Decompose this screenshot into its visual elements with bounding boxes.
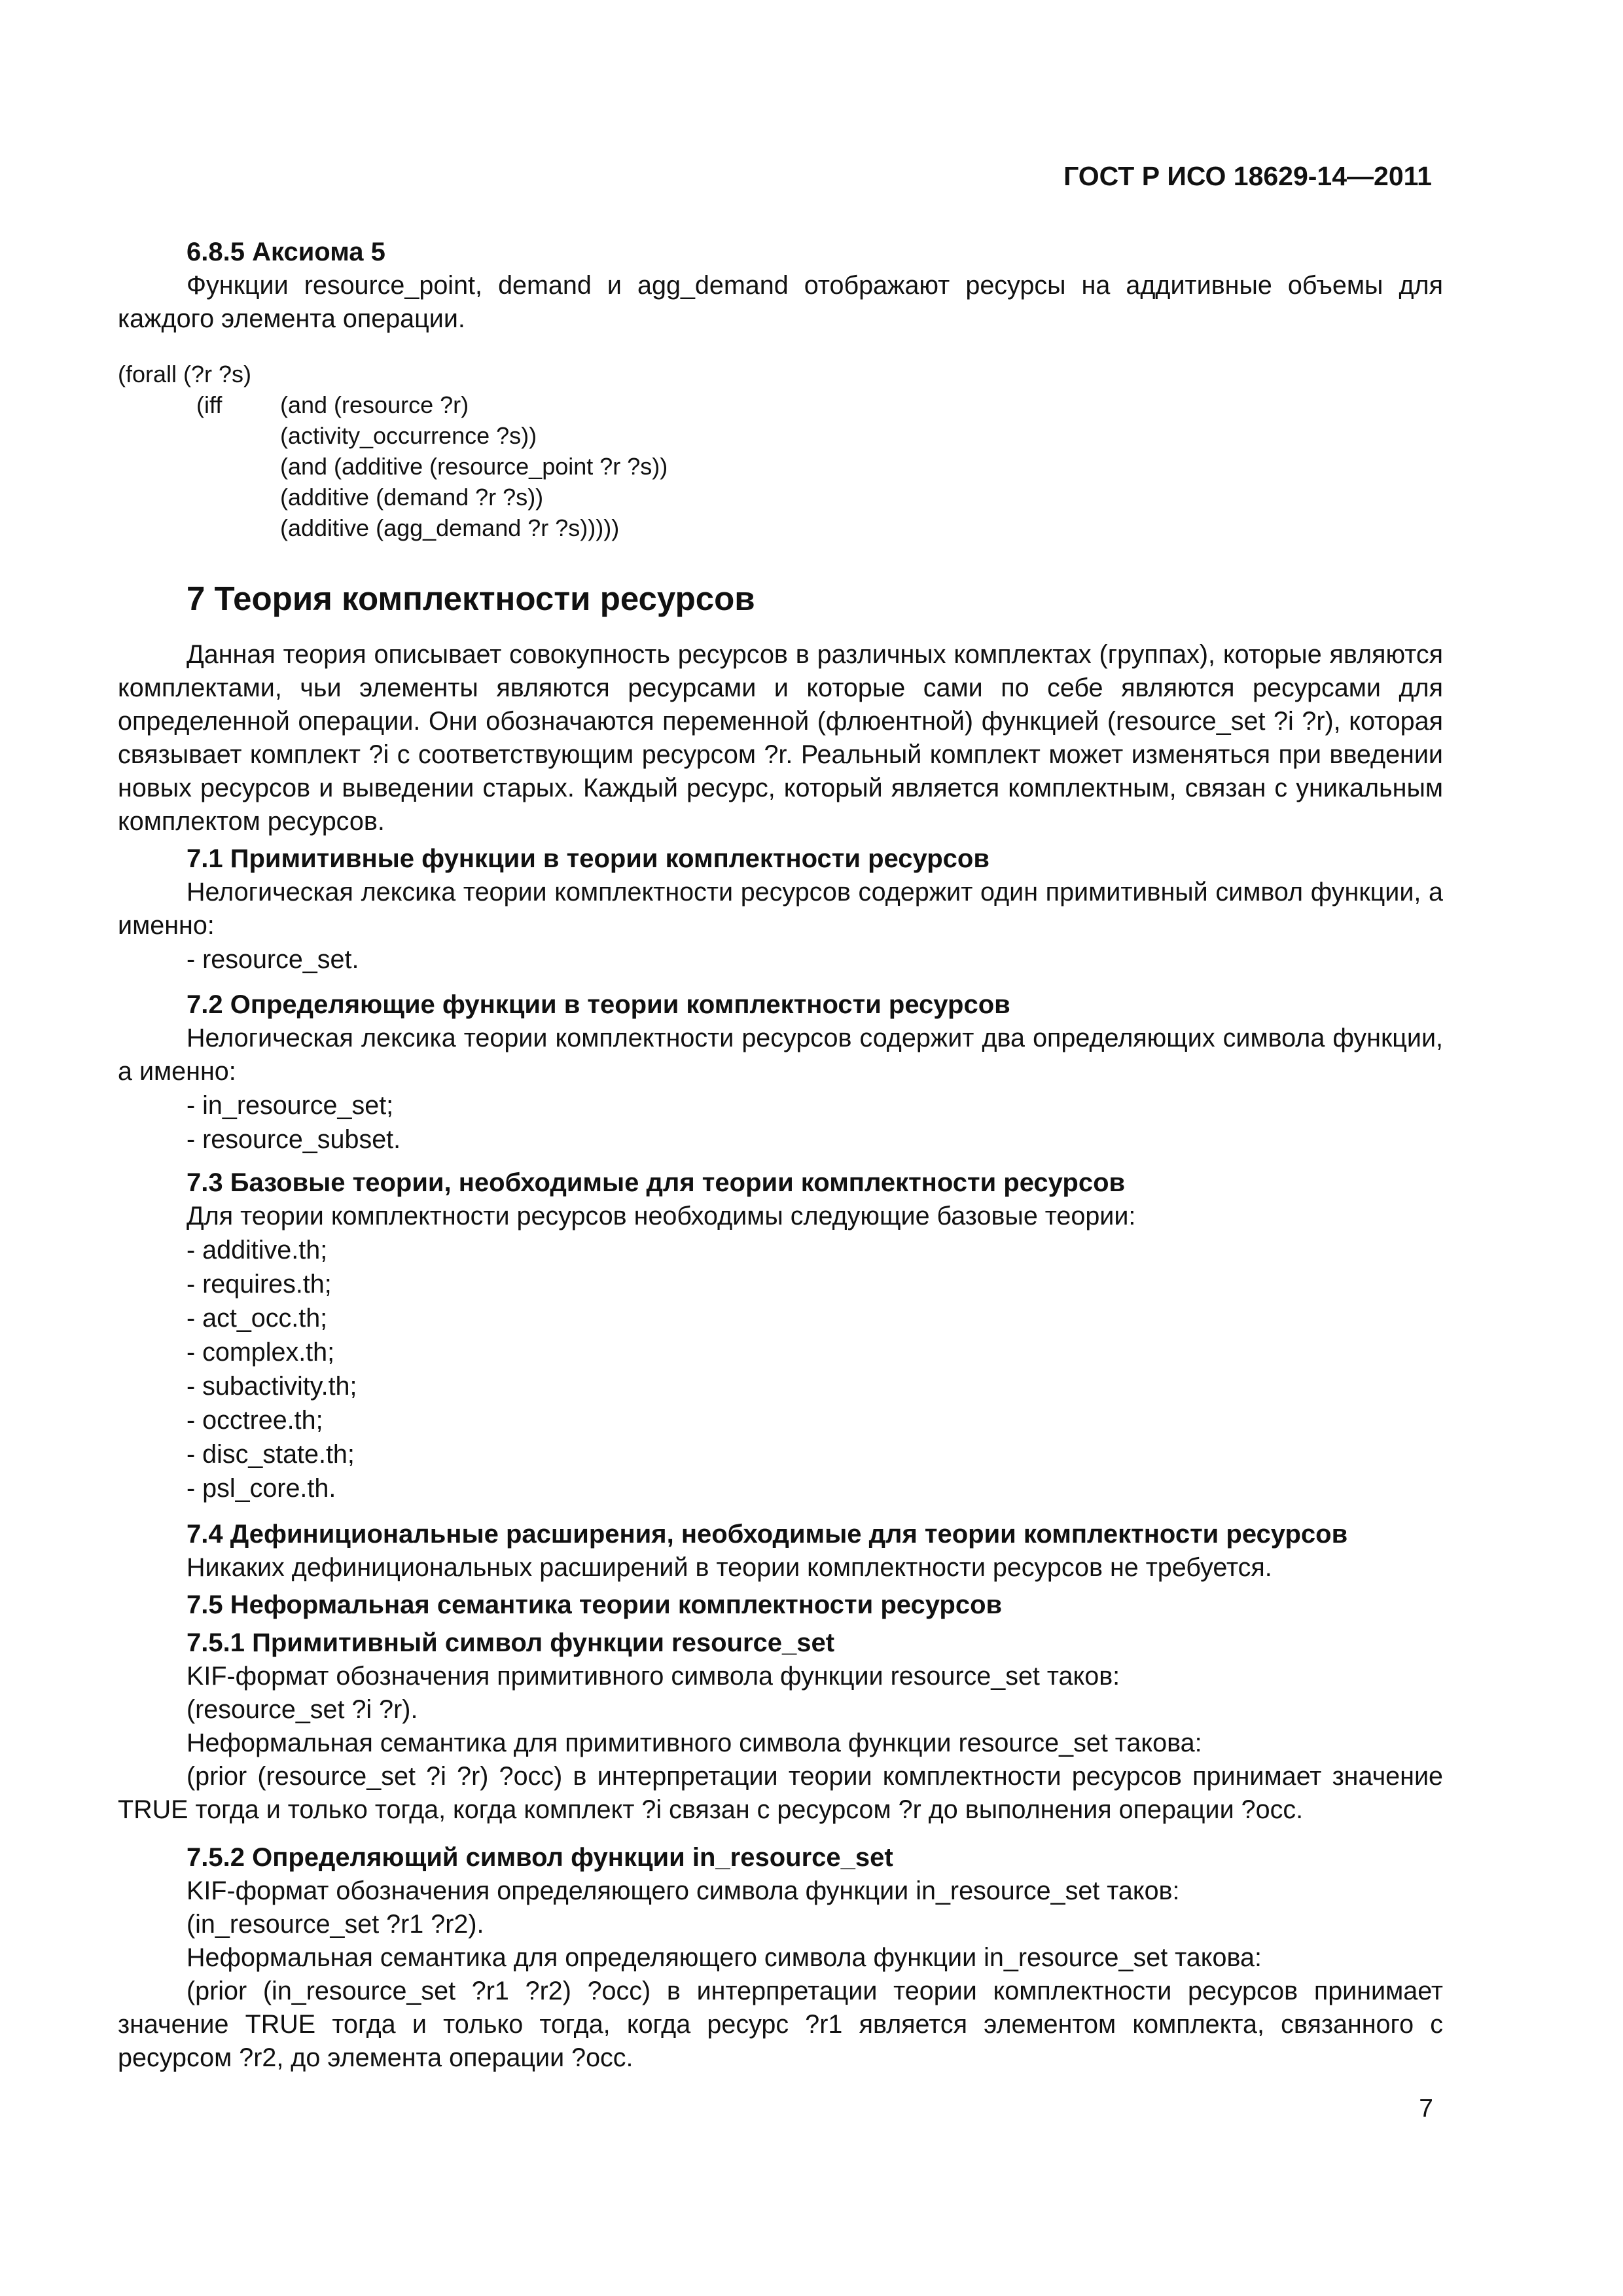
list-item: - additive.th; [187,1236,328,1265]
section-heading: 7.2 Определяющие функции в теории комплектности ресурсов [187,990,1010,1019]
section-7-body [118,638,1443,838]
paragraph: Никаких дефинициональных расширений в теории комплектности ресурсов не требуется. [187,1553,1272,1582]
paragraph: Неформальная семантика для примитивного символа функции resource_set такова: [187,1729,1202,1757]
chapter-heading: 7 Теория комплектности ресурсов [187,580,755,617]
axiom-line: (and (resource ?r) [280,391,469,418]
section-heading: 7.5 Неформальная семантика теории комплектности ресурсов [187,1590,1003,1619]
list-item: - act_occ.th; [187,1304,328,1333]
list-item: - resource_set. [187,945,359,974]
section-heading: 7.1 Примитивные функции в теории комплектности ресурсов [187,844,990,873]
standard-header: ГОСТ Р ИСО 18629-14—2011 [1063,161,1432,191]
section-heading: 7.5.2 Определяющий символ функции in_resource_set [187,1843,893,1872]
section-7-4 [118,1518,1443,1585]
list-item: - psl_core.th. [187,1474,336,1503]
paragraph: KIF-формат обозначения определяющего символа функции in_resource_set таков: [187,1876,1180,1905]
section-7-1 [118,842,1443,977]
paragraph: Нелогическая лексика теории комплектности ресурсов содержит два определяющих символа функции, а именно: [118,1024,1443,1086]
section-7-2 [118,988,1443,1157]
section-heading: 6.8.5 Аксиома 5 [187,238,385,266]
axiom-line: (forall (?r ?s) [118,361,252,387]
paragraph: (prior (resource_set ?i ?r) ?occ) в интерпретации теории комплектности ресурсов принимает значение TRUE тогда и только тогда, когда комплект ?i связан с ресурсом ?r до выполнения операции ?occ. [118,1762,1443,1824]
list-item: - subactivity.th; [187,1372,357,1401]
paragraph: KIF-формат обозначения примитивного символа функции resource_set таков: [187,1662,1120,1691]
section-7-5-2 [118,1841,1443,2075]
list-item: - resource_subset. [187,1125,401,1154]
section-heading: 7.4 Дефинициональные расширения, необходимые для теории комплектности ресурсов [187,1520,1348,1549]
section-7 [118,579,1443,619]
axiom-line: (additive (demand ?r ?s)) [280,484,544,511]
paragraph: (prior (in_resource_set ?r1 ?r2) ?occ) в интерпретации теории комплектности ресурсов принимает значение TRUE тогда и только тогда, когда ресурс ?r1 является элементом комплекта, связанного с ресурсом ?r2, до элемента операции ?occ. [118,1977,1443,2072]
list-item: - requires.th; [187,1270,332,1299]
section-heading: 7.5.1 Примитивный символ функции resource_set [187,1628,835,1657]
axiom-line: (additive (agg_demand ?r ?s))))) [280,514,620,541]
section-7-5-1 [118,1626,1443,1827]
axiom-line: (and (additive (resource_point ?r ?s)) [280,453,668,480]
section-7-5 [118,1588,1443,1622]
paragraph: Данная теория описывает совокупность ресурсов в различных комплектах (группах), которые являются комплектами, чьи элементы являются ресурсами и которые сами по себе являются ресурсами для определенной операции. Они обозначаются переменной (флюентной) функцией (resource_set ?i ?r), которая связывает комплект ?i с соответствующим ресурсом ?r. Реальный комплект может изменяться при введении новых ресурсов и выведении старых. Каждый ресурс, который является комплектным, связан с уникальным комплектом ресурсов. [118,640,1443,836]
axiom-iff: (iff [196,391,223,418]
paragraph: Неформальная семантика для определяющего символа функции in_resource_set такова: [187,1943,1262,1972]
paragraph: (in_resource_set ?r1 ?r2). [187,1910,484,1939]
list-item: - disc_state.th; [187,1440,355,1469]
paragraph: Функции resource_point, demand и agg_demand отображают ресурсы на аддитивные объемы для каждого элемента операции. [118,271,1443,333]
section-7-3 [118,1166,1443,1505]
axiom-line: (activity_occurrence ?s)) [280,422,537,449]
list-item: - complex.th; [187,1338,335,1367]
page-number: 7 [1419,2094,1433,2123]
list-item: - occtree.th; [187,1406,323,1435]
section-6-8-5 [118,236,1443,336]
list-item: - in_resource_set; [187,1091,394,1120]
paragraph: (resource_set ?i ?r). [187,1695,418,1724]
paragraph: Нелогическая лексика теории комплектности ресурсов содержит один примитивный символ функции, а именно: [118,878,1443,940]
paragraph: Для теории комплектности ресурсов необходимы следующие базовые теории: [187,1202,1136,1230]
section-heading: 7.3 Базовые теории, необходимые для теории комплектности ресурсов [187,1168,1126,1197]
